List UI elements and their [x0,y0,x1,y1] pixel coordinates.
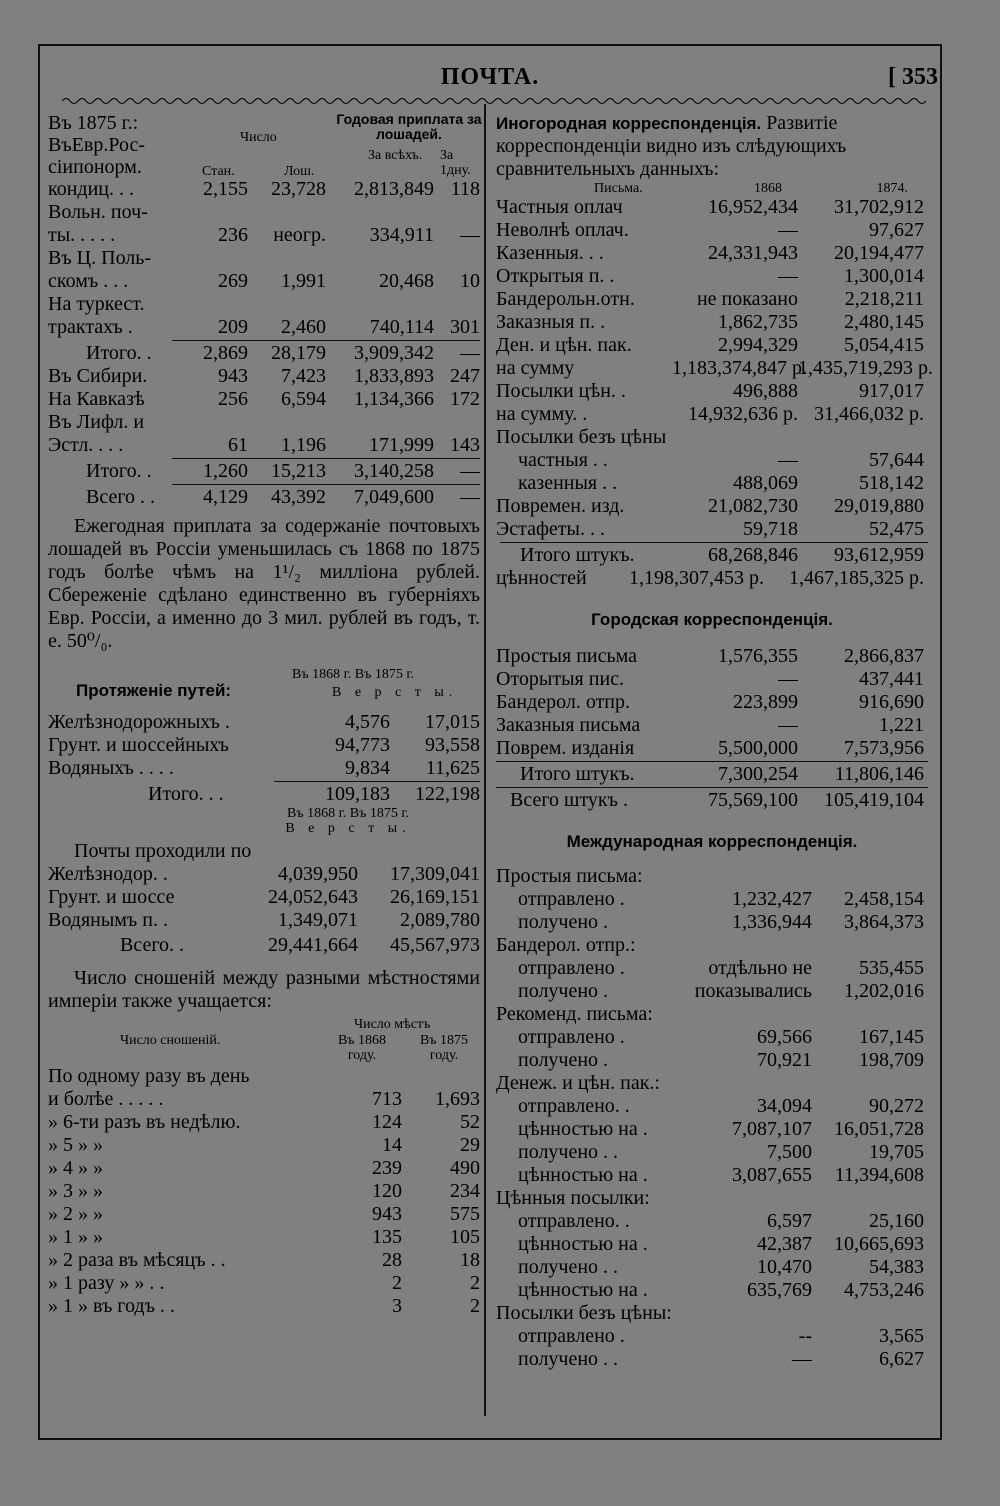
row-label: Посылки цѣн. . [496,380,626,402]
stations-losh-header: Лош. [284,164,315,179]
table-row [496,737,928,760]
table-row [496,495,928,518]
row-label: Эстафеты. . . [496,518,605,540]
row-label: цѣнностью на . [518,1279,648,1301]
row-label: » 2 » » [48,1203,103,1225]
cell-b: 90,272 [869,1095,924,1117]
table-row [48,1226,480,1249]
cell-a: 14 [382,1134,402,1156]
row-label: частныя . . [518,449,608,471]
table-row: Желѣзнодор. . 4,039,950 17,309,041 [48,863,480,885]
cell-b: 1,300,014 [844,265,924,287]
row-label: Денеж. и цѣн. пак.: [496,1072,660,1094]
cell-b: 57,644 [869,449,924,471]
table-row [496,1325,928,1348]
page-number: [ 353 [888,64,938,90]
section-title: Городская корреспонденція. [591,610,833,629]
cell-a: 42,387 [757,1233,812,1255]
table-row [496,426,928,449]
total-row: Всего . . 4,129 43,392 7,049,600 — [86,486,480,508]
cell-b: 29,019,880 [834,495,924,517]
table-row [496,518,928,541]
table-row [496,1164,928,1187]
cell-a: 6,597 [767,1210,812,1232]
table-row [48,1249,480,1272]
section-heading-line: Иногородная корреспонденція. Развитіе [496,112,838,134]
row-label: » 5 » » [48,1134,103,1156]
cell-b: 3,565 [879,1325,924,1347]
cell-a: отдѣльно не [708,957,812,979]
cell-b: 11,394,608 [834,1164,924,1186]
row-label: » 2 раза въ мѣсяцъ . . [48,1249,226,1271]
table-row: скомъ . . . 269 1,991 20,468 10 [48,270,480,292]
cell-a: 3,087,655 [732,1164,812,1186]
table-row [496,288,928,311]
cell-b: 2,218,211 [844,288,924,310]
ways-header [48,665,480,711]
row-label: отправлено . [518,1026,625,1048]
gorod-table [496,645,928,760]
section-title: Иногородная корреспонденція. [496,114,762,133]
cell-a: 7,500 [767,1141,812,1163]
row-label: » 1 разу » » . . [48,1272,165,1294]
cell-a: 16,952,434 [708,196,798,218]
relations-table [48,1065,480,1318]
ways-unit-header-2: В е р с т ы. [285,821,411,836]
right-border [940,44,942,1440]
subtotal-row: Итого. . 2,869 28,179 3,909,342 — [86,342,480,364]
cell-a: — [792,1348,812,1370]
stations-one-header: За 1дну. [440,148,471,178]
cell-a: 1,336,944 [732,911,812,933]
cell-b: 2 [470,1295,480,1317]
cell-b: 518,142 [859,472,924,494]
row-label: отправлено . [518,957,625,979]
table-row [48,1157,480,1180]
table-row [496,691,928,714]
header-wavy-rule [62,96,928,106]
table-row [496,645,928,668]
stations-table [48,112,480,178]
paragraph-line: сравнительныхъ данныхъ: [496,158,720,180]
cell-a: -- [798,1325,812,1347]
cell-b: 52,475 [869,518,924,540]
cell-a: 24,331,943 [708,242,798,264]
table-row: Почты проходили по [74,840,252,862]
row-label: на сумму. . [496,403,588,425]
cell-a: — [778,449,798,471]
left-border [38,44,40,1440]
stations-stan-header: Стан. [202,164,235,179]
column-separator [484,104,486,1416]
cell-a: 21,082,730 [708,495,798,517]
total-row: Всего штукъ . 75,569,100 105,419,104 [510,789,924,811]
cell-a: 223,899 [733,691,798,713]
cell-b: 1,435,719,293 р. [798,357,933,379]
stations-year-label: Въ 1875 г.: [48,112,139,134]
row-label: Ден. и цѣн. пак. [496,334,632,356]
cell-a: 10,470 [757,1256,812,1278]
cell-b: 7,573,956 [844,737,924,759]
row-label: цѣнностью на . [518,1118,648,1140]
cell-a: 5,500,000 [718,737,798,759]
row-label: Простыя письма [496,645,637,667]
row-label: отправлено . [518,1325,625,1347]
table-row [496,1026,928,1049]
table-row [496,957,928,980]
stations-all-header: За всѣхъ. [368,148,423,163]
table-row [496,472,928,495]
row-label: получено . . [518,1141,619,1163]
row-label: Бандерол. отпр.: [496,934,636,956]
table-row [48,1180,480,1203]
cell-b: 1,221 [879,714,924,736]
divider [274,781,480,782]
cell-b: 916,690 [859,691,924,713]
inogorod-header: Письма. 1868 1874. [594,181,908,196]
cell-b: 1,202,016 [844,980,924,1002]
cell-a: 635,769 [747,1279,812,1301]
row-label: Повремен. изд. [496,495,625,517]
section-title: Международная корреспонденція. [566,832,858,851]
row-label: отправлено. . [518,1210,630,1232]
cell-b: 575 [450,1203,480,1225]
row-label: и болѣе . . . . . [48,1088,164,1110]
table-row [496,714,928,737]
ways-years-header-2: Въ 1868 г. Въ 1875 г. [287,806,409,821]
total-row: цѣнностей 1,198,307,453 р. 1,467,185,325 р. [496,567,924,589]
cell-b: 2,866,837 [844,645,924,667]
row-label: получено . [518,911,609,933]
total-row: Итого. . . 109,183 122,198 [148,783,480,805]
cell-b: 10,665,693 [834,1233,924,1255]
cell-a: 239 [372,1157,402,1179]
table-row [496,334,928,357]
table-row: Въ Сибири. 943 7,423 1,833,893 247 [48,365,480,387]
divider [496,761,928,762]
table-row: кондиц. . . 2,155 23,728 2,813,849 118 [48,178,480,200]
row-label: Бандерол. отпр. [496,691,631,713]
table-row [496,1233,928,1256]
cell-a: 14,932,636 р. [688,403,798,425]
ways-unit-header: В е р с т ы. [332,685,458,700]
cell-b: 3,864,373 [844,911,924,933]
subtotal-row: Итого. . 1,260 15,213 3,140,258 — [86,460,480,482]
cell-a: 1,183,374,847 р. [672,357,807,379]
cell-b: 29 [460,1134,480,1156]
cell-a: 3 [392,1295,402,1317]
table-row: На Кавказѣ 256 6,594 1,134,366 172 [48,388,480,410]
row-label: » 1 » » [48,1226,103,1248]
cell-a: 1,862,735 [718,311,798,333]
cell-b: 2 [470,1272,480,1294]
cell-a: 59,718 [743,518,798,540]
table-row: Водянымъ п. . 1,349,071 2,089,780 [48,909,480,931]
bottom-border [38,1438,942,1440]
row-label: отправлено. . [518,1095,630,1117]
row-label: Посылки безъ цѣны: [496,1302,672,1324]
cell-a: 496,888 [733,380,798,402]
cell-a: 120 [372,1180,402,1202]
row-label: Оторытыя пис. [496,668,625,690]
row-label: на сумму [496,357,575,379]
table-row [496,449,928,472]
table-row: Вольн. поч- [48,201,148,223]
cell-a: 2,994,329 [718,334,798,356]
cell-b: 4,753,246 [844,1279,924,1301]
page-header [38,64,942,98]
divider [172,340,480,341]
table-row [48,1111,480,1134]
mezhd-table [496,865,928,1371]
table-row: Въ Лифл. и [48,411,145,433]
relations-label-header: Число сношеній. [120,1033,221,1048]
page-title: ПОЧТА. [440,64,540,90]
paragraph-line: корреспонденціи видно изъ слѣдующихъ [496,135,847,157]
relations-a-header: Въ 1868 году. [337,1033,387,1063]
table-row [496,888,928,911]
cell-a: 124 [372,1111,402,1133]
row-label: Заказныя письма [496,714,641,736]
table-row [496,380,928,403]
table-row [496,1187,928,1210]
table-row [496,1348,928,1371]
table-row [48,1088,480,1111]
section-title: Протяженіе путей: [76,681,232,700]
table-row [496,219,928,242]
cell-b: 5,054,415 [844,334,924,356]
table-row: Желѣзнодорожныхъ . 4,576 17,015 [48,711,480,733]
cell-b: 16,051,728 [834,1118,924,1140]
cell-b: 2,458,154 [844,888,924,910]
paragraph: Ежегодная приплата за содержаніе почтовыхъ лошадей въ Россіи уменьшилась съ 1868 по 1875 годъ болѣе чѣмъ на 1¹/₂ милліона рублей. Сбереженіе сдѣлано единственно въ губерніяхъ Евр. Россіи, а именно до 3 мил. рублей въ годъ, т. е. 50⁰/₀. [48,515,480,652]
cell-a: 488,069 [733,472,798,494]
row-label: цѣнностью на . [518,1164,648,1186]
table-row: Эстл. . . . 61 1,196 171,999 143 [48,434,480,456]
row-label: цѣнностью на . [518,1233,648,1255]
relations-b-header: Въ 1875 году. [419,1033,469,1063]
cell-a: — [778,219,798,241]
table-row [496,1141,928,1164]
row-label: » 4 » » [48,1157,103,1179]
table-row [496,403,928,426]
cell-a: — [778,714,798,736]
table-row: Въ Ц. Поль- [48,247,152,269]
table-row: ты. . . . . 236 неогр. 334,911 — [48,224,480,246]
row-label: отправлено . [518,888,625,910]
cell-b: 19,705 [869,1141,924,1163]
table-row [496,1302,928,1325]
row-label: Открытыя п. . [496,265,615,287]
divider [500,542,928,543]
table-row [496,1003,928,1026]
row-label: Бандерольн.отн. [496,288,635,310]
table-row: Грунт. и шоссе 24,052,643 26,169,151 [48,886,480,908]
stations-annual-header: Годовая приплата за лошадей. [336,111,482,142]
table-row [496,265,928,288]
left-column [48,112,480,1318]
cell-b: 20,194,477 [834,242,924,264]
row-label: » 3 » » [48,1180,103,1202]
row-label: Частныя оплач [496,196,623,218]
table-row [48,1134,480,1157]
cell-a: 943 [372,1203,402,1225]
table-row [496,934,928,957]
row-label: Казенныя. . . [496,242,604,264]
table-row [496,357,933,380]
table-row [496,911,928,934]
cell-a: 70,921 [757,1049,812,1071]
cell-b: 917,017 [859,380,924,402]
cell-b: 18 [460,1249,480,1271]
table-row [496,1256,928,1279]
relations-header [48,1015,480,1065]
top-border [38,44,942,46]
stations-region-label: ВъЕвр.Рос- [48,134,146,156]
cell-b: 167,145 [859,1026,924,1048]
row-label: По одному разу въ день [48,1065,250,1087]
cell-b: 105 [450,1226,480,1248]
stations-region-label-2: сіипонорм. [48,156,142,178]
row-label: Посылки безъ цѣны [496,426,667,448]
cell-a: 1,232,427 [732,888,812,910]
cell-a: 69,566 [757,1026,812,1048]
table-row [496,1118,928,1141]
table-row [48,1065,480,1088]
cell-b: 490 [450,1157,480,1179]
row-label: получено . [518,980,609,1002]
divider [172,484,480,485]
table-row [496,1049,928,1072]
table-row [496,1072,928,1095]
cell-a: — [778,265,798,287]
table-row [496,1095,928,1118]
row-label: Простыя письма: [496,865,643,887]
row-label: получено . . [518,1348,619,1370]
cell-a: 28 [382,1249,402,1271]
row-label: Цѣнныя посылки: [496,1187,650,1209]
divider [496,787,928,788]
table-row: трактахъ . 209 2,460 740,114 301 [48,316,480,338]
cell-b: 25,160 [869,1210,924,1232]
cell-a: 1,576,355 [718,645,798,667]
table-row [496,242,928,265]
stations-count-header: Число [240,130,277,145]
divider [172,458,480,459]
row-label: казенныя . . [518,472,618,494]
cell-b: 1,693 [435,1088,480,1110]
subtotal-row: Итого штукъ. 7,300,254 11,806,146 [520,763,924,785]
right-column [496,112,933,1371]
row-label: Неволнѣ оплач. [496,219,629,241]
table-row [496,1279,928,1302]
table-row [496,311,928,334]
relations-top-header: Число мѣстъ [354,1017,431,1032]
row-label: » 6-ти разъ въ недѣлю. [48,1111,241,1133]
cell-b: 97,627 [869,219,924,241]
cell-a: 34,094 [757,1095,812,1117]
row-label: получено . . [518,1256,619,1278]
table-row: На туркест. [48,293,145,315]
row-label: Рекоменд. письма: [496,1003,653,1025]
cell-b: 54,383 [869,1256,924,1278]
row-label: Заказныя п. . [496,311,606,333]
cell-b: 2,480,145 [844,311,924,333]
cell-a: не показано [696,288,798,310]
paragraph: Число сношеній между разными мѣстностями имперіи также учащается: [48,967,480,1012]
table-row: Водяныхъ . . . . 9,834 11,625 [48,757,480,779]
total-row: Всего. . 29,441,664 45,567,973 [120,934,480,956]
row-label: » 1 » въ годъ . . [48,1295,175,1317]
cell-a: — [778,668,798,690]
row-label: получено . [518,1049,609,1071]
table-row [496,668,928,691]
table-row [48,1203,480,1226]
table-row [48,1295,480,1318]
cell-b: 31,466,032 р. [814,403,924,425]
cell-b: 535,455 [859,957,924,979]
cell-a: 2 [392,1272,402,1294]
cell-b: 31,702,912 [834,196,924,218]
ways-years-header: Въ 1868 г. Въ 1875 г. [292,667,414,682]
table-row [496,1210,928,1233]
cell-a: 135 [372,1226,402,1248]
subtotal-row: Итого штукъ. 68,268,846 93,612,959 [520,544,924,566]
inogorod-table [496,196,933,541]
cell-b: 234 [450,1180,480,1202]
cell-a: 713 [372,1088,402,1110]
table-row: Грунт. и шоссейныхъ 94,773 93,558 [48,734,480,756]
table-row [496,865,928,888]
cell-a: показывались [694,980,812,1002]
cell-b: 198,709 [859,1049,924,1071]
table-row [496,196,928,219]
row-label: Поврем. изданія [496,737,635,759]
cell-b: 52 [460,1111,480,1133]
cell-b: 437,441 [859,668,924,690]
cell-a: 7,087,107 [732,1118,812,1140]
table-row [496,980,928,1003]
table-row [48,1272,480,1295]
cell-b: 6,627 [879,1348,924,1370]
